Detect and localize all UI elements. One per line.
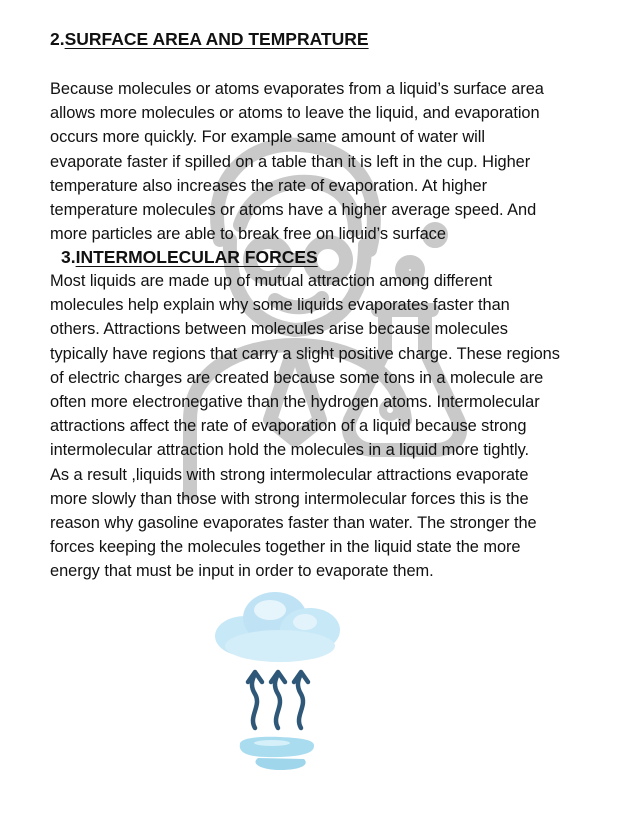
paragraph-line: often more electronegative than the hydrogen atoms. Intermolecular [50, 393, 540, 412]
section-heading-surface-area [50, 28, 369, 50]
paragraph-line: molecules help explain why some liquids evaporates faster than [50, 296, 510, 315]
paragraph-line: intermolecular attraction hold the molecules in a liquid more tightly. [50, 441, 530, 460]
section-title: INTERMOLECULAR FORCES [75, 247, 318, 267]
paragraph-line: forces keeping the molecules together in the liquid state the more [50, 538, 521, 557]
paragraph-line: Most liquids are made up of mutual attraction among different [50, 272, 493, 290]
section-heading-intermolecular [61, 246, 318, 268]
section-number: 2. [50, 29, 65, 49]
paragraph-line: reason why gasoline evaporates faster than water. The stronger the [50, 514, 537, 533]
paragraph-line: typically have regions that carry a slight positive charge. These regions [50, 344, 560, 363]
paragraph-line: attractions affect the rate of evaporation of a liquid because strong [50, 417, 527, 436]
section-paragraph-intermolecular [50, 269, 622, 584]
section-title: SURFACE AREA AND TEMPRATURE [64, 29, 369, 49]
paragraph-line: occurs more quickly. For example same amount of water will [50, 128, 485, 147]
section-paragraph-surface-area [50, 77, 622, 246]
evaporation-cloud-icon [210, 588, 345, 778]
section-number: 3. [61, 247, 76, 267]
paragraph-line: Because molecules or atoms evaporates from a liquid’s surface area [50, 80, 544, 98]
paragraph-line: more particles are able to break free on liquid’s surface [50, 225, 446, 244]
paragraph-line: others. Attractions between molecules arise because molecules [50, 320, 508, 339]
paragraph-line: temperature also increases the rate of evaporation. At higher [50, 176, 488, 195]
paragraph-line: energy that must be input in order to evaporate them. [50, 562, 434, 581]
cloud-icon [215, 592, 340, 662]
paragraph-line: As a result ,liquids with strong intermolecular attractions evaporate [50, 465, 529, 484]
paragraph-line: temperature molecules or atoms have a higher average speed. And [50, 201, 537, 220]
steam-arrows-icon [248, 672, 308, 728]
paragraph-line: more slowly than those with strong intermolecular forces this is the [50, 489, 529, 508]
paragraph-line: allows more molecules or atoms to leave the liquid, and evaporation [50, 104, 540, 123]
paragraph-line: of electric charges are created because some tons in a molecule are [50, 368, 544, 387]
water-puddle-icon [240, 737, 314, 770]
paragraph-line: evaporate faster if spilled on a table than it is left in the cup. Higher [50, 152, 531, 171]
